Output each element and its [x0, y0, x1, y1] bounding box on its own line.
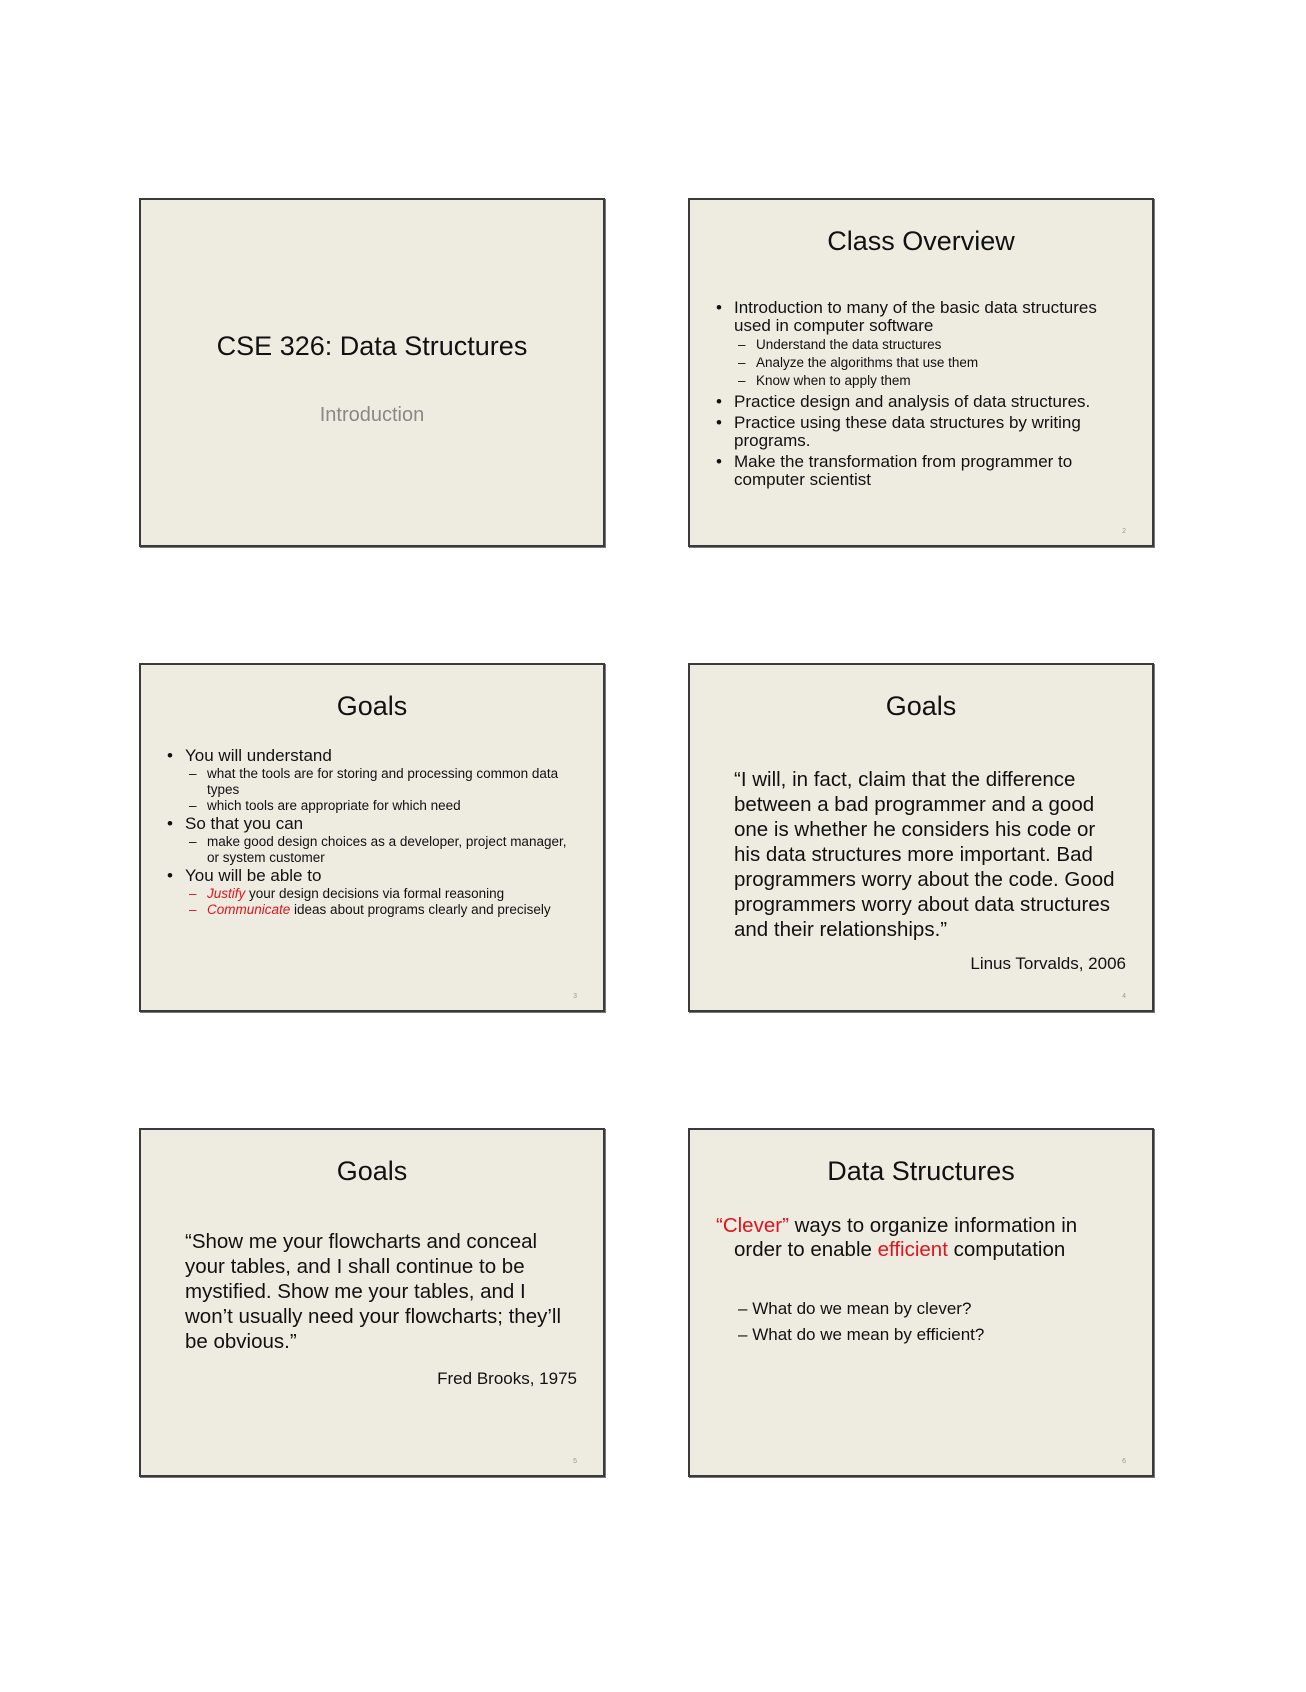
bullet-item: [716, 393, 1130, 411]
slide-title: Data Structures: [827, 1156, 1015, 1186]
bullet-icon: •: [716, 413, 722, 432]
dash-icon: –: [738, 373, 746, 388]
slide-5: [139, 1128, 605, 1477]
slide-subtitle: Introduction: [319, 404, 425, 426]
slide-number: 4: [1122, 993, 1126, 1000]
slide-title: CSE 326: Data Structures: [216, 331, 528, 361]
sub-bullet-item: [185, 886, 581, 902]
bullet-item: [716, 299, 1130, 390]
sub-bullet-text: make good design choices as a developer, project manager, or system customer: [207, 834, 567, 865]
dash-icon: –: [738, 1325, 753, 1344]
slide-6: [688, 1128, 1154, 1477]
slide-4: [688, 663, 1154, 1012]
sub-bullet-text: Understand the data structures: [756, 337, 942, 352]
bullet-item: [167, 747, 581, 814]
question-text: What do we mean by clever?: [752, 1299, 972, 1318]
sub-bullet-item: [185, 834, 581, 866]
bullet-list: [167, 747, 581, 919]
sub-bullet-item: [734, 354, 1130, 372]
quote-attribution: Fred Brooks, 1975: [437, 1369, 577, 1388]
sub-bullet-text: ideas about programs clearly and precisely: [290, 902, 551, 917]
bullet-item: [167, 815, 581, 866]
question-text: What do we mean by efficient?: [752, 1325, 985, 1344]
bullet-text: You will be able to: [185, 866, 322, 885]
sub-bullet-text: what the tools are for storing and processing common data types: [207, 766, 559, 797]
definition-part: computation: [947, 1238, 1066, 1261]
dash-icon: –: [738, 337, 746, 352]
bullet-icon: •: [716, 452, 722, 471]
bullet-text: Introduction to many of the basic data structures used in computer software: [734, 298, 1097, 335]
highlight-word: efficient: [877, 1238, 948, 1261]
bullet-icon: •: [716, 298, 722, 317]
bullet-item: [716, 453, 1130, 489]
dash-icon: –: [738, 355, 746, 370]
dash-icon: –: [189, 834, 197, 849]
bullet-text: Make the transformation from programmer to computer scientist: [734, 452, 1073, 489]
question-item: [738, 1296, 1122, 1322]
sub-bullet-text: Analyze the algorithms that use them: [756, 355, 979, 370]
slide-title: Goals: [336, 691, 408, 721]
slide-title: Class Overview: [827, 226, 1015, 256]
slide-title: Goals: [336, 1156, 408, 1186]
quote-text: “Show me your flowcharts and conceal your tables, and I shall continue to be mystified. Show me your tables, and I won’t usually need your flowcharts; they’ll be obvious.”: [185, 1230, 562, 1353]
slide-3: [139, 663, 605, 1012]
definition-part: ways to organize information in: [788, 1214, 1078, 1237]
bullet-item: [167, 867, 581, 918]
sub-bullet-text: Know when to apply them: [756, 373, 911, 388]
slide-title: Goals: [885, 691, 957, 721]
sub-bullet-item: [185, 902, 581, 918]
dash-icon: –: [738, 1299, 753, 1318]
bullet-icon: •: [167, 746, 173, 765]
dash-icon: –: [189, 902, 197, 917]
sub-bullet-item: [185, 766, 581, 798]
bullet-text: You will understand: [185, 746, 332, 765]
bullet-text: Practice using these data structures by writing programs.: [734, 413, 1081, 450]
slide-number: 2: [1122, 528, 1126, 535]
slide-2: [688, 198, 1154, 547]
bullet-list: [716, 299, 1130, 492]
slide-1: [139, 198, 605, 547]
highlight-word: Communicate: [207, 902, 291, 917]
sub-bullet-item: [185, 798, 581, 814]
bullet-item: [716, 414, 1130, 450]
sub-bullet-item: [734, 372, 1130, 390]
bullet-text: Practice design and analysis of data structures.: [734, 392, 1091, 411]
quote-text: “I will, in fact, claim that the difference between a bad programmer and a good one is whether he considers his code or his data structures more important. Bad programmers worry about the code. Good programmers worry about data structures and their relationships.”: [734, 768, 1115, 941]
definition-line-2: [716, 1238, 1122, 1262]
bullet-icon: •: [167, 814, 173, 833]
bullet-icon: •: [716, 392, 722, 411]
highlight-word: “Clever”: [716, 1214, 789, 1237]
dash-icon: –: [189, 766, 197, 781]
quote-attribution: Linus Torvalds, 2006: [970, 954, 1126, 973]
question-list: [738, 1296, 1122, 1348]
highlight-word: Justify: [207, 886, 246, 901]
sub-bullet-text: your design decisions via formal reasoning: [245, 886, 505, 901]
question-item: [738, 1322, 1122, 1348]
slide-number: 5: [573, 1458, 577, 1465]
dash-icon: –: [189, 886, 197, 901]
sub-bullet-item: [734, 336, 1130, 354]
dash-icon: –: [189, 798, 197, 813]
sub-bullet-text: which tools are appropriate for which need: [207, 798, 461, 813]
slide-number: 6: [1122, 1458, 1126, 1465]
definition-part: order to enable: [734, 1238, 878, 1261]
slide-number: 3: [573, 993, 577, 1000]
definition-text: [716, 1214, 1122, 1262]
bullet-text: So that you can: [185, 814, 304, 833]
bullet-icon: •: [167, 866, 173, 885]
